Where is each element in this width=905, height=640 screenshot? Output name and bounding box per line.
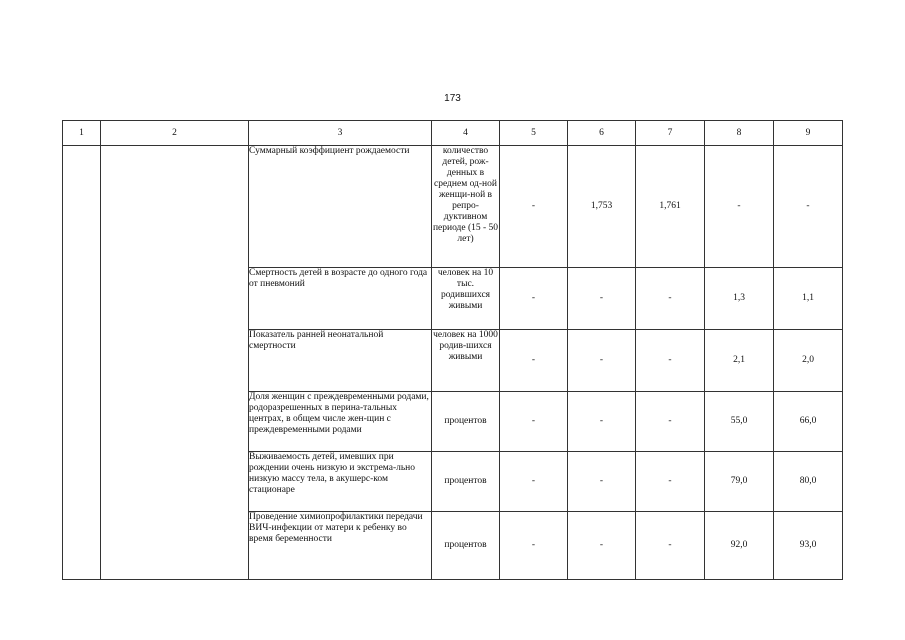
empty-cell-col1 bbox=[63, 146, 101, 580]
table-row bbox=[63, 146, 843, 268]
value-col6: - bbox=[568, 330, 636, 392]
value-col7: 1,761 bbox=[636, 146, 705, 268]
indicator-unit: процентов bbox=[432, 452, 500, 512]
value-col9: 1,1 bbox=[774, 268, 843, 330]
indicator-name: Смертность детей в возрасте до одного года от пневмоний bbox=[249, 268, 432, 330]
value-col9: 66,0 bbox=[774, 392, 843, 452]
value-col6: - bbox=[568, 392, 636, 452]
indicator-name: Доля женщин с преждевременными родами, родоразрешенных в перина-тальных центрах, в общем числе жен-щин с преждевременными родами bbox=[249, 392, 432, 452]
value-col5: - bbox=[500, 146, 568, 268]
value-col5: - bbox=[500, 452, 568, 512]
value-col9: 93,0 bbox=[774, 512, 843, 580]
header-cell-6: 6 bbox=[568, 121, 636, 146]
indicator-table bbox=[62, 120, 843, 580]
value-col5: - bbox=[500, 330, 568, 392]
value-col7: - bbox=[636, 452, 705, 512]
value-col7: - bbox=[636, 512, 705, 580]
header-cell-9: 9 bbox=[774, 121, 843, 146]
value-col5: - bbox=[500, 392, 568, 452]
value-col8: 92,0 bbox=[705, 512, 774, 580]
value-col7: - bbox=[636, 268, 705, 330]
value-col6: - bbox=[568, 452, 636, 512]
value-col8: 2,1 bbox=[705, 330, 774, 392]
value-col8: 79,0 bbox=[705, 452, 774, 512]
value-col9: - bbox=[774, 146, 843, 268]
header-cell-4: 4 bbox=[432, 121, 500, 146]
value-col9: 80,0 bbox=[774, 452, 843, 512]
indicator-unit: человек на 10 тыс. родившихся живыми bbox=[432, 268, 500, 330]
value-col8: 1,3 bbox=[705, 268, 774, 330]
indicator-name: Суммарный коэффициент рождаемости bbox=[249, 146, 432, 268]
value-col6: - bbox=[568, 512, 636, 580]
indicator-unit: количество детей, рож-денных в среднем од-ной женщи-ной в репро-дуктивном периоде (15 - 50 лет) bbox=[432, 146, 500, 268]
value-col9: 2,0 bbox=[774, 330, 843, 392]
indicator-name: Показатель ранней неонатальной смертности bbox=[249, 330, 432, 392]
value-col8: - bbox=[705, 146, 774, 268]
page-number: 173 bbox=[444, 93, 461, 104]
value-col7: - bbox=[636, 330, 705, 392]
value-col5: - bbox=[500, 512, 568, 580]
indicator-name: Проведение химиопрофилактики передачи ВИЧ-инфекции от матери к ребенку во время беременности bbox=[249, 512, 432, 580]
indicator-unit: процентов bbox=[432, 392, 500, 452]
indicator-unit: процентов bbox=[432, 512, 500, 580]
indicator-unit: человек на 1000 родив-шихся живыми bbox=[432, 330, 500, 392]
value-col6: 1,753 bbox=[568, 146, 636, 268]
header-cell-1: 1 bbox=[63, 121, 101, 146]
indicator-name: Выживаемость детей, имевших при рождении очень низкую и экстрема-льно низкую массу тела, в акушерс-ком стационаре bbox=[249, 452, 432, 512]
header-cell-2: 2 bbox=[101, 121, 249, 146]
header-cell-3: 3 bbox=[249, 121, 432, 146]
value-col6: - bbox=[568, 268, 636, 330]
header-cell-8: 8 bbox=[705, 121, 774, 146]
header-row bbox=[63, 121, 843, 146]
header-cell-5: 5 bbox=[500, 121, 568, 146]
empty-cell-col2 bbox=[101, 146, 249, 580]
value-col5: - bbox=[500, 268, 568, 330]
value-col7: - bbox=[636, 392, 705, 452]
value-col8: 55,0 bbox=[705, 392, 774, 452]
header-cell-7: 7 bbox=[636, 121, 705, 146]
